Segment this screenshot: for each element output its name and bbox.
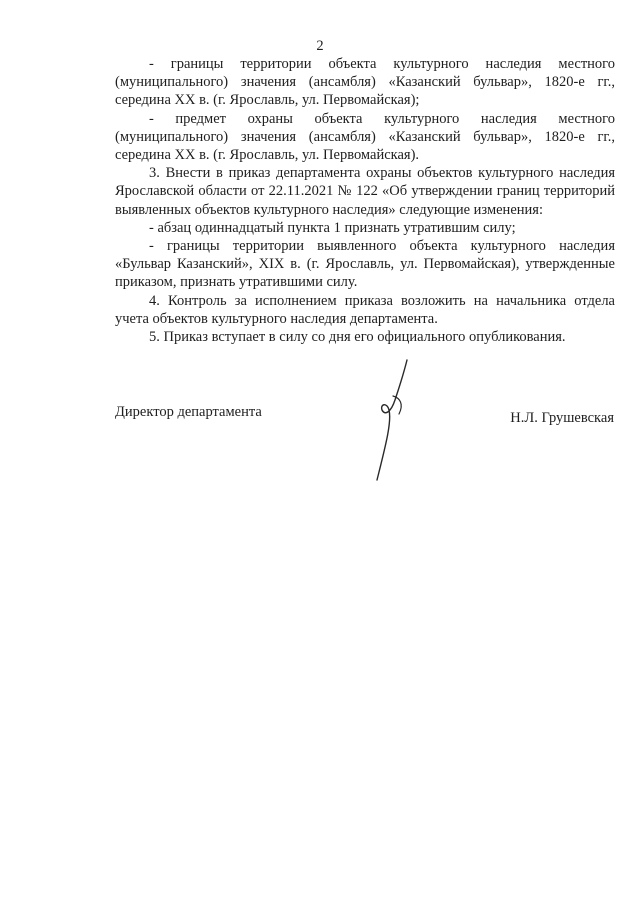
signatory-title: Директор департамента bbox=[115, 404, 262, 420]
page-number: 2 bbox=[316, 38, 324, 54]
paragraph-item-4: 4. Контроль за исполнением приказа возложить на начальника отдела учета объектов культурного наследия департамента. bbox=[115, 292, 615, 327]
document-body bbox=[115, 55, 615, 346]
paragraph-abzac-invalid: - абзац одиннадцатый пункта 1 признать утратившим силу; bbox=[149, 219, 516, 236]
paragraph-territory-borders: - границы территории объекта культурного наследия местного (муниципального) значения (ансамбля) «Казанский бульвар», 1820-е гг., середина XX в. (г. Ярославль, ул. Первомайская); bbox=[115, 56, 615, 109]
paragraph-item-5: 5. Приказ вступает в силу со дня его официального опубликования. bbox=[149, 329, 566, 346]
paragraph-item-3: 3. Внести в приказ департамента охраны объектов культурного наследия Ярославской области от 22.11.2021 № 122 «Об утверждении границ территорий выявленных объектов культурного наследия» следующие изменения: bbox=[115, 165, 615, 218]
paragraph-protection-subject: - предмет охраны объекта культурного наследия местного (муниципального) значения (ансамбля) «Казанский бульвар», 1820-е гг., середина XX в. (г. Ярославль, ул. Первомайская). bbox=[115, 110, 615, 164]
signatory-name: Н.Л. Грушевская bbox=[510, 410, 614, 426]
paragraph-bulvar-borders: - границы территории выявленного объекта культурного наследия «Бульвар Казанский», XIX в. (г. Ярославль, ул. Первомайская), утвержденные приказом, признать утратившими силу. bbox=[115, 238, 615, 291]
signature-image bbox=[355, 356, 425, 486]
